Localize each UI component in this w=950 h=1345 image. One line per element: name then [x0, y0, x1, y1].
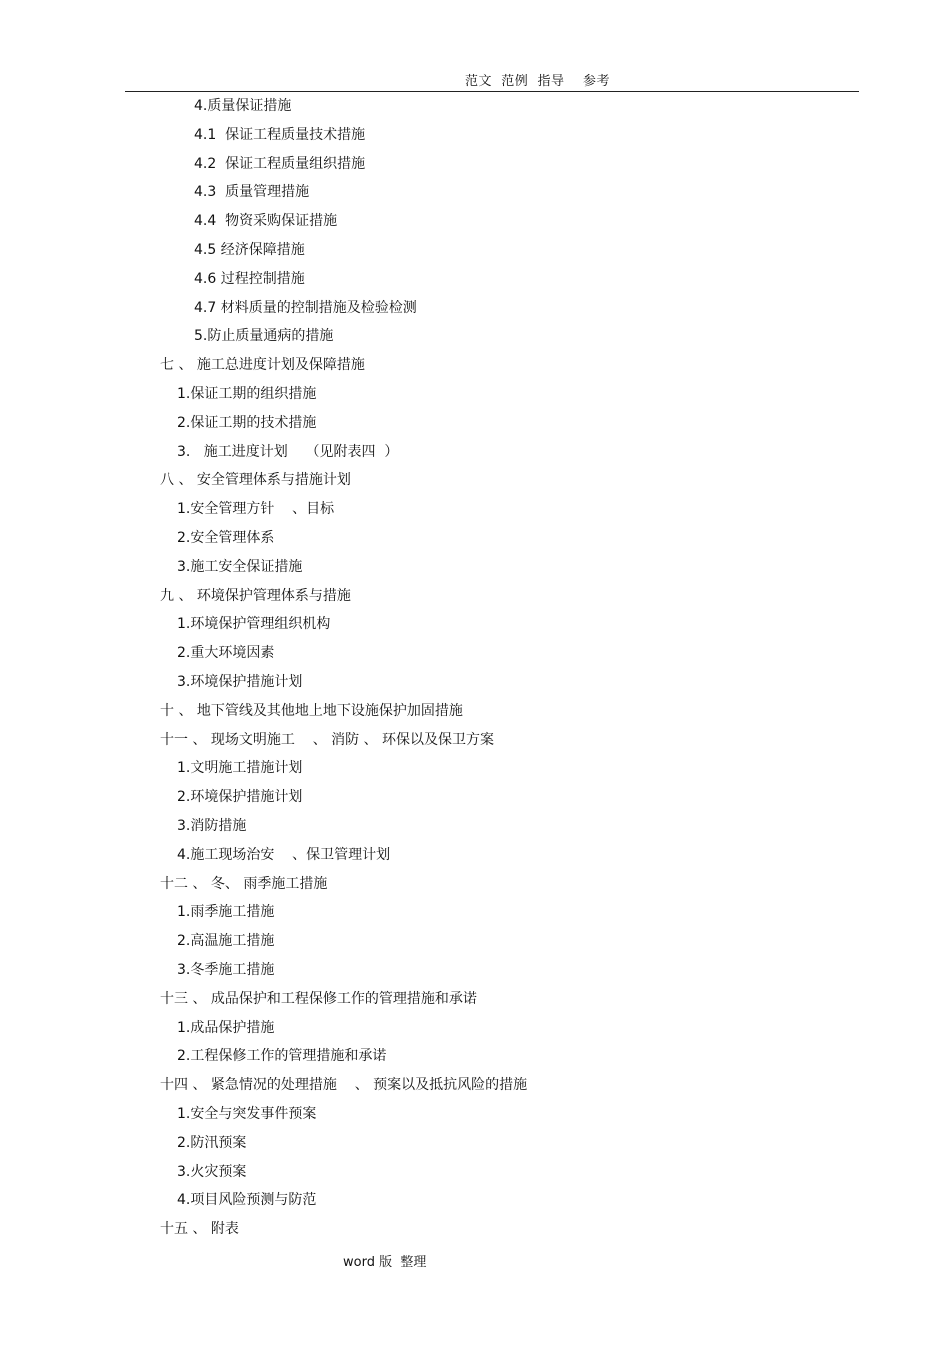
toc-entry: 2.高温施工措施	[177, 933, 275, 949]
toc-entry: 4.5 经济保障措施	[194, 242, 305, 258]
toc-entry: 4.施工现场治安 、保卫管理计划	[177, 847, 391, 863]
toc-entry: 1.安全与突发事件预案	[177, 1106, 317, 1122]
toc-entry: 4.4 物资采购保证措施	[194, 213, 338, 229]
toc-section-heading: 十四 、 紧急情况的处理措施 、 预案以及抵抗风险的措施	[160, 1077, 528, 1093]
toc-entry: 1.环境保护管理组织机构	[177, 616, 331, 632]
toc-entry: 4.2 保证工程质量组织措施	[194, 156, 366, 172]
toc-entry: 1.雨季施工措施	[177, 904, 275, 920]
toc-entry: 4.7 材料质量的控制措施及检验检测	[194, 300, 417, 316]
header-text: 范文 范例 指导 参考	[465, 74, 611, 89]
toc-entry: 2.重大环境因素	[177, 645, 275, 661]
toc-entry: 4.1 保证工程质量技术措施	[194, 127, 366, 143]
toc-entry: 1.保证工期的组织措施	[177, 386, 317, 402]
toc-section-heading: 八 、 安全管理体系与措施计划	[160, 472, 351, 488]
toc-entry: 3.消防措施	[177, 818, 247, 834]
toc-entry: 4.3 质量管理措施	[194, 184, 310, 200]
toc-entry: 3.施工安全保证措施	[177, 559, 303, 575]
toc-section-heading: 七 、 施工总进度计划及保障措施	[160, 357, 365, 373]
header-divider	[125, 91, 859, 92]
toc-entry: 2.保证工期的技术措施	[177, 415, 317, 431]
toc-entry: 2.防汛预案	[177, 1135, 247, 1151]
toc-entry: 3.环境保护措施计划	[177, 674, 303, 690]
toc-entry: 2.工程保修工作的管理措施和承诺	[177, 1048, 387, 1064]
toc-section-heading: 十二 、 冬、 雨季施工措施	[160, 876, 328, 892]
toc-section-heading: 十一 、 现场文明施工 、 消防 、 环保以及保卫方案	[160, 732, 495, 748]
toc-entry: 3.冬季施工措施	[177, 962, 275, 978]
toc-section-heading: 十三 、 成品保护和工程保修工作的管理措施和承诺	[160, 991, 477, 1007]
toc-section-heading: 十五 、 附表	[160, 1221, 239, 1237]
toc-entry: 2.安全管理体系	[177, 530, 275, 546]
toc-entry: 1.文明施工措施计划	[177, 760, 303, 776]
footer-text: word 版 整理	[343, 1255, 427, 1270]
toc-entry: 4.质量保证措施	[194, 98, 292, 114]
toc-entry: 1.安全管理方针 、目标	[177, 501, 335, 517]
toc-entry: 4.6 过程控制措施	[194, 271, 305, 287]
toc-entry: 1.成品保护措施	[177, 1020, 275, 1036]
toc-entry: 3.火灾预案	[177, 1164, 247, 1180]
toc-entry: 5.防止质量通病的措施	[194, 328, 334, 344]
toc-entry: 4.项目风险预测与防范	[177, 1192, 317, 1208]
toc-entry: 2.环境保护措施计划	[177, 789, 303, 805]
toc-section-heading: 十 、 地下管线及其他地上地下设施保护加固措施	[160, 703, 463, 719]
toc-section-heading: 九 、 环境保护管理体系与措施	[160, 588, 351, 604]
toc-entry: 3. 施工进度计划 （见附表四 ）	[177, 444, 399, 460]
